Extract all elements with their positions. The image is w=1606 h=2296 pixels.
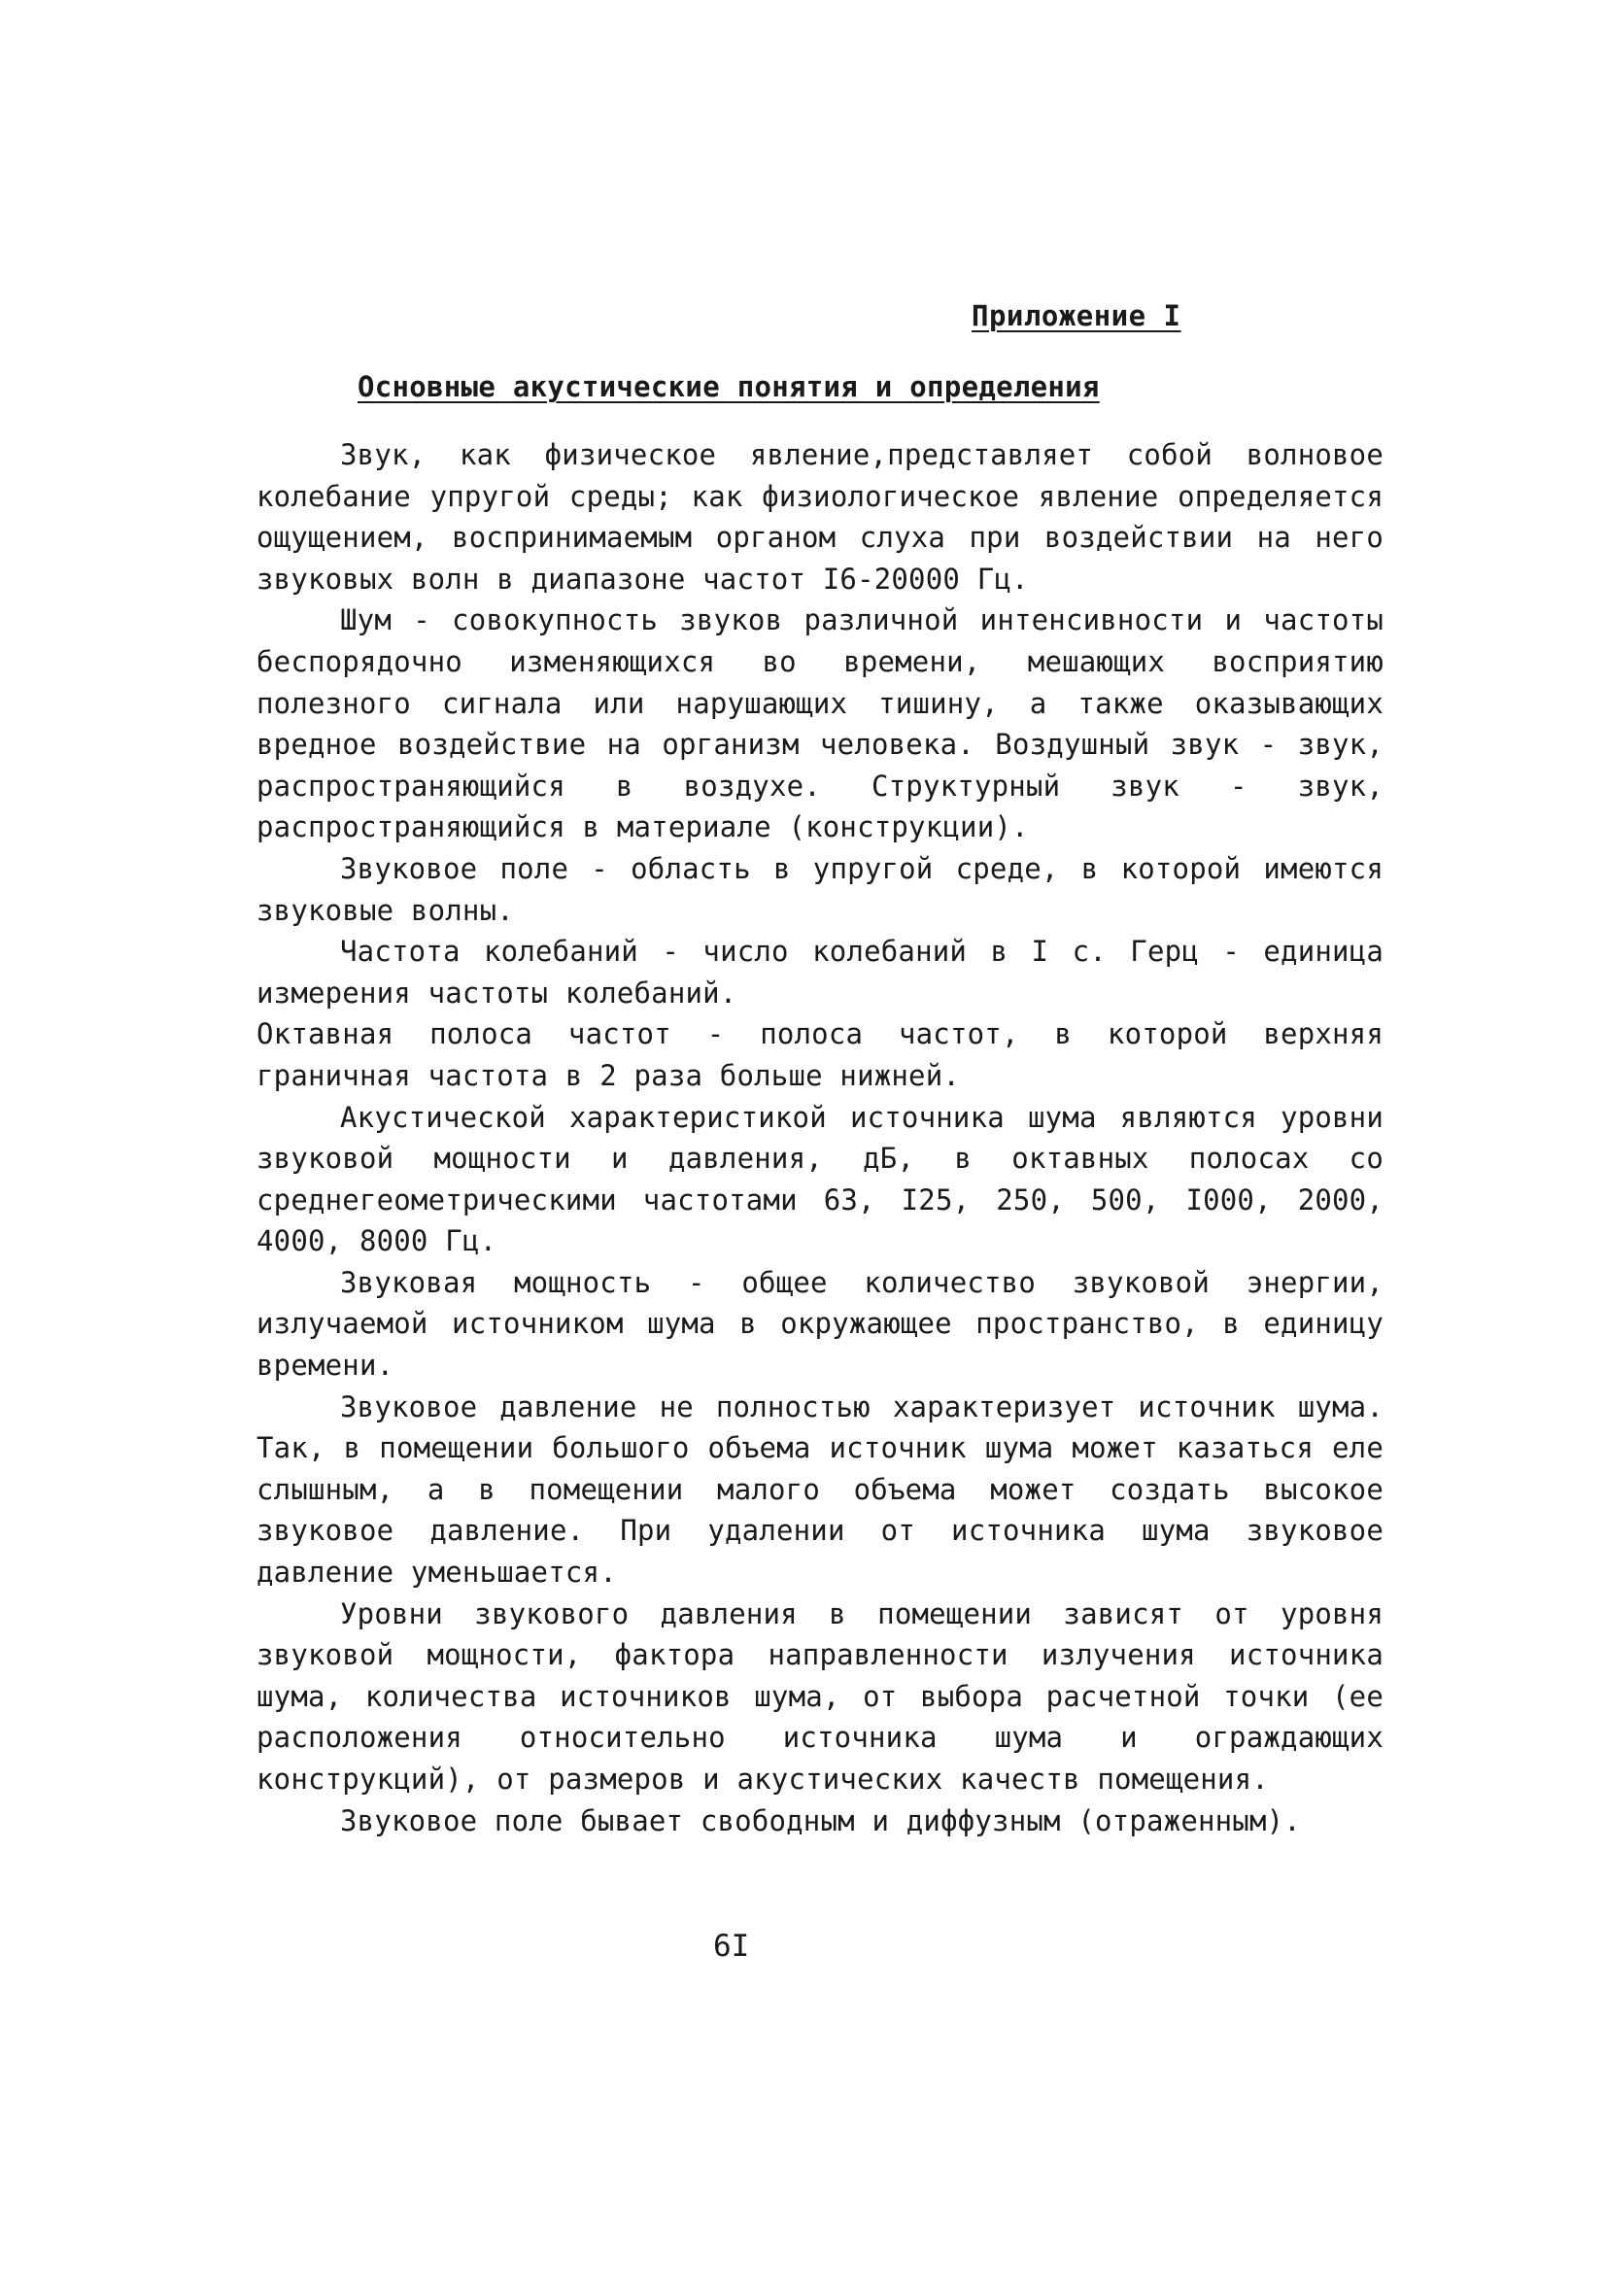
paragraph-sound-power: Звуковая мощность - общее количество звуковой энергии, излучаемой источником шума в окружающее пространство, в единицу времени. (256, 1265, 1384, 1383)
paragraph-octave-band: Октавная полоса частот - полоса частот, в которой верхняя граничная частота в 2 раза больше нижней. (256, 1017, 1384, 1092)
page-title: Основные акустические понятия и определения (358, 370, 1100, 403)
body-text (256, 434, 1384, 1841)
paragraph-pressure-levels: Уровни звукового давления в помещении зависят от уровня звуковой мощности, фактора направленности излучения источника шума, количества источников шума, от выбора расчетной точки (ее расположения относительно источника шума и ограждающих конструкций), от размеров и акустических качеств помещения. (256, 1596, 1384, 1796)
paragraph-acoustic-characteristic: Акустической характеристикой источника шума являются уровни звуковой мощности и давления, дБ, в октавных полосах со среднегеометрическими частотами 63, I25, 250, 500, I000, 2000, 4000, 8000 Гц. (256, 1100, 1384, 1258)
paragraph-field-types: Звуковое поле бывает свободным и диффузным (отраженным). (340, 1803, 1301, 1837)
paragraph-noise: Шум - совокупность звуков различной интенсивности и частоты беспорядочно изменяющихся во времени, мешающих восприятию полезного сигнала или нарушающих тишину, а также оказывающих вредное воздействие на организм человека. Воздушный звук - звук, распространяющийся в воздухе. Структурный звук - звук, распространяющийся в материале (конструкции). (256, 603, 1384, 844)
paragraph-sound-field: Звуковое поле - область в упругой среде, в которой имеются звуковые волны. (256, 851, 1384, 927)
paragraph-sound-pressure: Звуковое давление не полностью характеризует источник шума. Так, в помещении большого объема источник шума может казаться еле слышным, а в помещении малого объема может создать высокое звуковое давление. При удалении от источника шума звуковое давление уменьшается. (256, 1389, 1384, 1590)
page-number: 6I (713, 1929, 750, 1964)
appendix-label: Приложение I (972, 299, 1181, 332)
paragraph-frequency: Частота колебаний - число колебаний в I с. Герц - единица измерения частоты колебаний. (256, 935, 1384, 1010)
paragraph-sound: Звук, как физическое явление,представляет собой волновое колебание упругой среды; как физиологическое явление определяется ощущением, воспринимаемым органом слуха при воздействии на него звуковых волн в диапазоне частот I6-20000 Гц. (256, 438, 1384, 596)
